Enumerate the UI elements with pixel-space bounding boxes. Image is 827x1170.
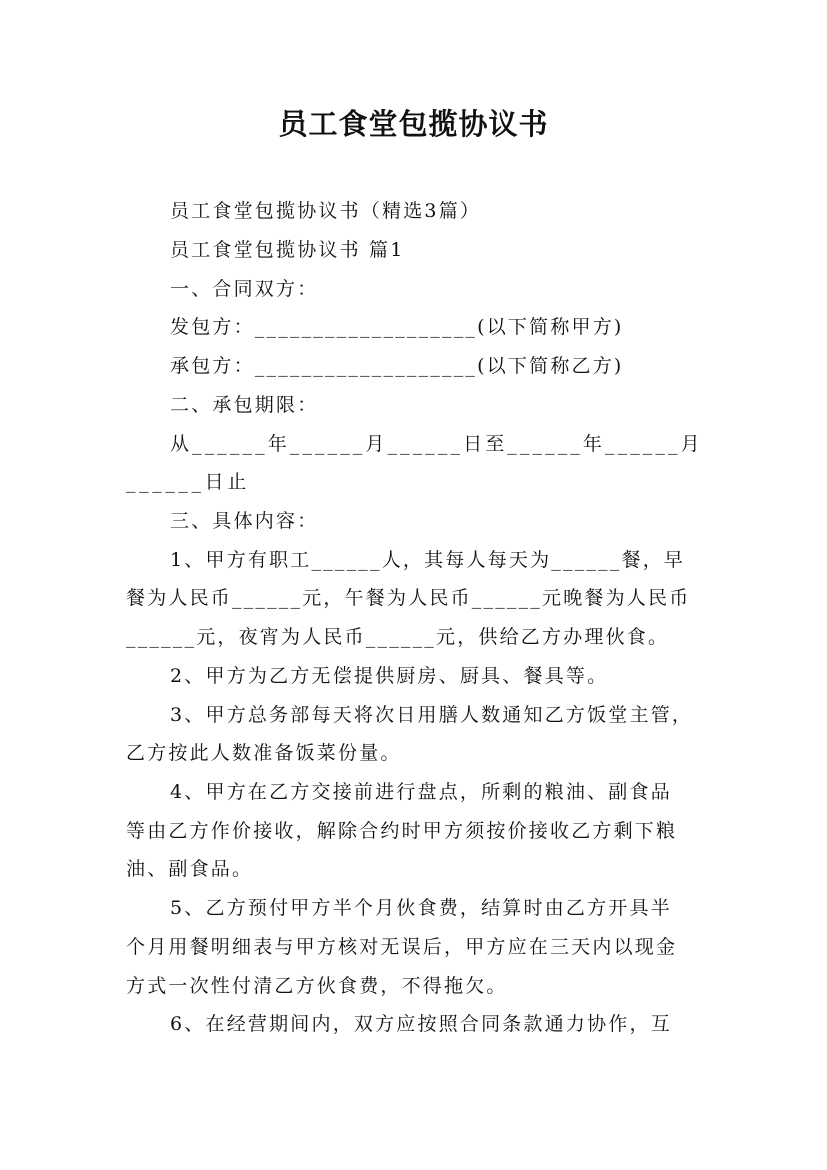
party-b-line: 承包方：___________________(以下简称乙方) [170, 355, 624, 377]
term-line: 从______年______月______日至______年______月 [170, 433, 703, 455]
paragraph-line: 5、乙方预付甲方半个月伙食费，结算时由乙方开具半 [170, 897, 672, 919]
paragraph-line: 油、副食品。 [126, 858, 254, 880]
text-line: 三、具体内容： [170, 510, 319, 532]
term-line-end: ______日止 [126, 471, 250, 493]
paragraph-line: 1、甲方有职工______人，其每人每天为______餐，早 [170, 549, 686, 571]
paragraph-line: 等由乙方作价接收，解除合约时甲方须按价接收乙方剩下粮 [126, 820, 678, 842]
paragraph-line: 4、甲方在乙方交接前进行盘点，所剩的粮油、副食品 [170, 781, 672, 803]
paragraph-line: 3、甲方总务部每天将次日用膳人数通知乙方饭堂主管， [170, 704, 694, 726]
text-line: 二、承包期限： [170, 394, 319, 416]
paragraph-line: 2、甲方为乙方无偿提供厨房、厨具、餐具等。 [170, 665, 609, 687]
paragraph-line: 乙方按此人数准备饭菜份量。 [126, 742, 402, 764]
text-line: 员工食堂包揽协议书 篇1 [170, 239, 405, 261]
text-line: 一、合同双方： [170, 278, 319, 300]
paragraph-line: 方式一次性付清乙方伙食费，不得拖欠。 [126, 975, 508, 997]
party-a-line: 发包方：___________________(以下简称甲方) [170, 316, 624, 338]
document-title: 员工食堂包揽协议书 [278, 107, 549, 141]
paragraph-line: ______元，夜宵为人民币______元，供给乙方办理伙食。 [126, 626, 670, 648]
paragraph-line: 个月用餐明细表与甲方核对无误后，甲方应在三天内以现金 [126, 936, 678, 958]
text-line: 员工食堂包揽协议书（精选3篇） [170, 200, 482, 222]
paragraph-line: 6、在经营期间内，双方应按照合同条款通力协作，互 [170, 1013, 672, 1035]
paragraph-line: 餐为人民币______元，午餐为人民币______元晚餐为人民币 [126, 587, 691, 609]
